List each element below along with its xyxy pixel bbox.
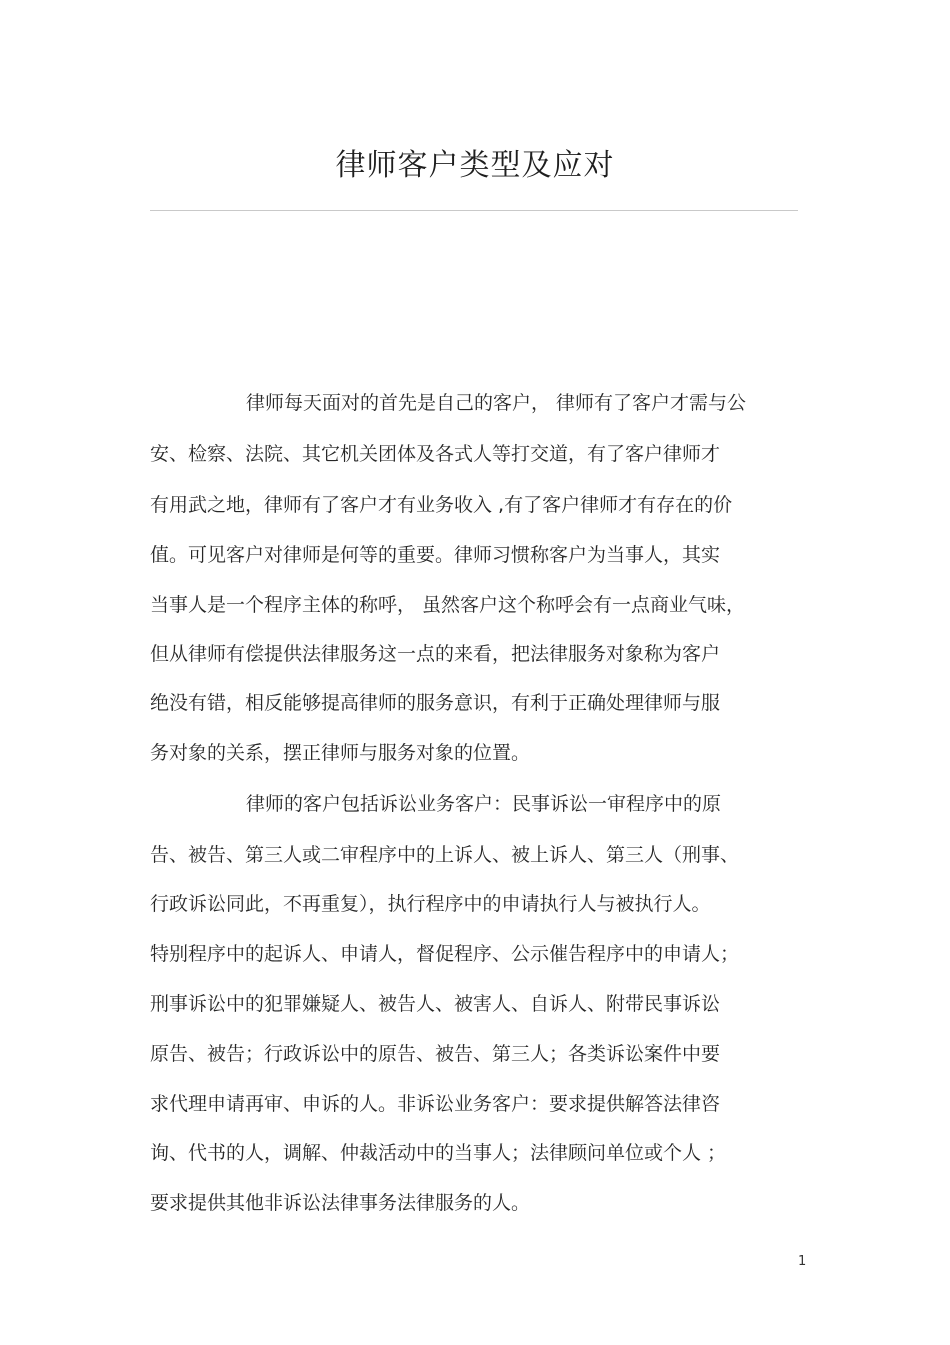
text-line: 律师的客户包括诉讼业务客户：民事诉讼一审程序中的原 <box>246 793 722 815</box>
text-line: 律师每天面对的首先是自己的客户， 律师有了客户才需与公 <box>246 392 747 414</box>
text-line: 当事人是一个程序主体的称呼， 虽然客户这个称呼会有一点商业气味， <box>150 594 746 616</box>
text-line: 要求提供其他非诉讼法律事务法律服务的人。 <box>150 1192 531 1214</box>
text-line: 务对象的关系，摆正律师与服务对象的位置。 <box>150 742 531 764</box>
text-line: 告、被告、第三人或二审程序中的上诉人、被上诉人、第三人（刑事、 <box>150 844 740 866</box>
text-line: 刑事诉讼中的犯罪嫌疑人、被告人、被害人、自诉人、附带民事诉讼 <box>150 993 721 1015</box>
text-line: 特别程序中的起诉人、申请人，督促程序、公示催告程序中的申请人； <box>150 943 740 965</box>
title-divider <box>150 210 798 211</box>
text-line: 求代理申请再审、申诉的人。非诉讼业务客户：要求提供解答法律咨 <box>150 1093 721 1115</box>
document-title: 律师客户类型及应对 <box>335 148 615 183</box>
text-line: 值。可见客户对律师是何等的重要。律师习惯称客户为当事人，其实 <box>150 544 721 566</box>
text-line: 行政诉讼同此，不再重复），执行程序中的申请执行人与被执行人。 <box>150 893 711 915</box>
text-line: 绝没有错，相反能够提高律师的服务意识，有利于正确处理律师与服 <box>150 692 721 714</box>
text-line: 原告、被告；行政诉讼中的原告、被告、第三人；各类诉讼案件中要 <box>150 1043 721 1065</box>
text-line: 安、检察、法院、其它机关团体及各式人等打交道，有了客户律师才 <box>150 443 721 465</box>
page-number: 1 <box>798 1254 807 1269</box>
text-line: 询、代书的人，调解、仲裁活动中的当事人；法律顾问单位或个人 ； <box>150 1142 727 1164</box>
text-line: 有用武之地，律师有了客户才有业务收入 ,有了客户律师才有存在的价 <box>150 494 733 516</box>
text-line: 但从律师有偿提供法律服务这一点的来看，把法律服务对象称为客户 <box>150 643 721 665</box>
